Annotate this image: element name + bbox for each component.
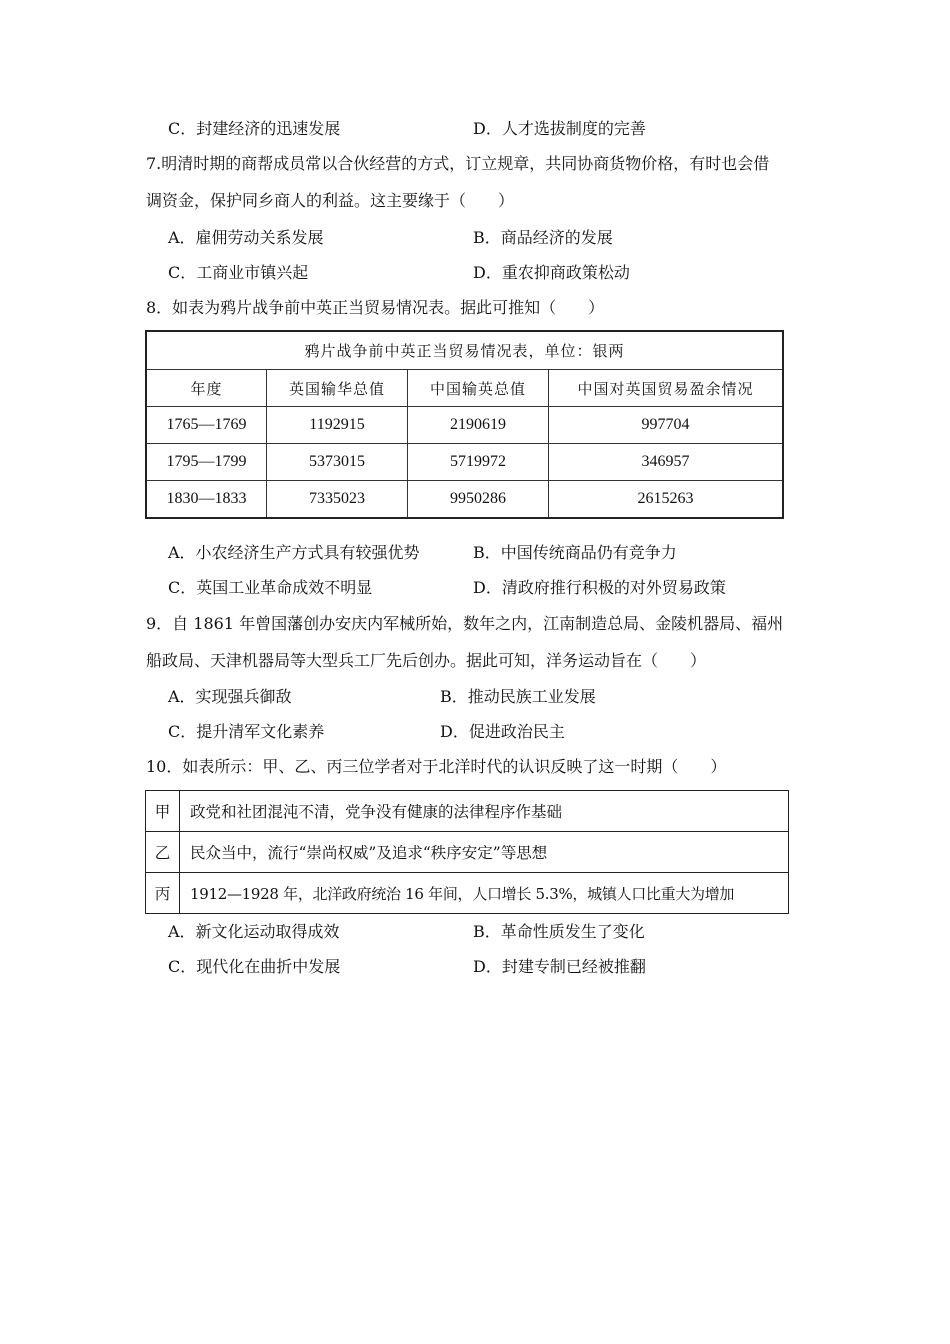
q9-option-b: B．推动民族工业发展 (440, 687, 596, 706)
scholar-key: 丙 (146, 873, 180, 914)
table-cell: 7335023 (267, 481, 408, 519)
scholar-view: 1912—1928 年，北洋政府统治 16 年间，人口增长 5.3%，城镇人口比重大为增加 (180, 873, 789, 914)
q9-option-c: C．提升清军文化素养 (168, 722, 325, 741)
table-row (146, 832, 789, 873)
scholar-key: 乙 (146, 832, 180, 873)
q7-option-b: B．商品经济的发展 (473, 228, 613, 247)
table-cell: 5373015 (267, 444, 408, 481)
table-cell: 1192915 (267, 407, 408, 444)
table-cell: 997704 (549, 407, 784, 444)
q10-option-a: A．新文化运动取得成效 (168, 922, 340, 941)
table-cell: 2190619 (408, 407, 549, 444)
trade-table-header: 英国输华总值 (267, 370, 408, 407)
q9-stem-line2: 船政局、天津机器局等大型兵工厂先后创办。据此可知，洋务运动旨在（ ） (146, 651, 707, 670)
q10-option-b: B．革命性质发生了变化 (473, 922, 645, 941)
trade-table-header: 年度 (146, 370, 267, 407)
trade-table-caption: 鸦片战争前中英正当贸易情况表，单位：银两 (146, 331, 783, 370)
trade-table-header: 中国输英总值 (408, 370, 549, 407)
table-row (146, 873, 789, 914)
q6-option-d: D．人才选拔制度的完善 (473, 119, 646, 138)
q8-option-b: B．中国传统商品仍有竞争力 (473, 543, 677, 562)
q10-stem: 10．如表所示：甲、乙、丙三位学者对于北洋时代的认识反映了这一时期（ ） (146, 757, 727, 776)
trade-table-header: 中国对英国贸易盈余情况 (549, 370, 784, 407)
q7-stem-line2: 调资金，保护同乡商人的利益。这主要缘于（ ） (146, 191, 515, 210)
table-row (146, 444, 783, 481)
trade-table (145, 330, 784, 519)
table-cell: 9950286 (408, 481, 549, 519)
table-cell: 2615263 (549, 481, 784, 519)
table-cell: 5719972 (408, 444, 549, 481)
q6-option-c: C．封建经济的迅速发展 (168, 119, 341, 138)
q7-option-d: D．重农抑商政策松动 (473, 263, 630, 282)
table-row (146, 407, 783, 444)
q7-option-a: A．雇佣劳动关系发展 (168, 228, 324, 247)
q8-option-d: D．清政府推行积极的对外贸易政策 (473, 578, 726, 597)
table-cell: 346957 (549, 444, 784, 481)
table-cell: 1795—1799 (146, 444, 267, 481)
q8-stem: 8．如表为鸦片战争前中英正当贸易情况表。据此可推知（ ） (146, 298, 605, 317)
q7-option-c: C．工商业市镇兴起 (168, 263, 309, 282)
q7-stem-line1: 7.明清时期的商帮成员常以合伙经营的方式，订立规章，共同协商货物价格，有时也会借 (146, 154, 770, 173)
table-cell: 1830—1833 (146, 481, 267, 519)
q9-option-a: A．实现强兵御敌 (168, 687, 292, 706)
q9-stem-line1: 9．自 1861 年曾国藩创办安庆内军械所始，数年之内，江南制造总局、金陵机器局、福州 (146, 614, 784, 633)
q8-option-a: A．小农经济生产方式具有较强优势 (168, 543, 420, 562)
q10-option-d: D．封建专制已经被推翻 (473, 957, 646, 976)
table-row (146, 791, 789, 832)
scholar-views-table (145, 790, 789, 914)
q9-option-d: D．促进政治民主 (440, 722, 565, 741)
q10-option-c: C．现代化在曲折中发展 (168, 957, 341, 976)
table-row (146, 481, 783, 519)
q8-option-c: C．英国工业革命成效不明显 (168, 578, 373, 597)
scholar-key: 甲 (146, 791, 180, 832)
table-cell: 1765—1769 (146, 407, 267, 444)
scholar-view: 民众当中，流行“崇尚权威”及追求“秩序安定”等思想 (180, 832, 789, 873)
scholar-view: 政党和社团混沌不清，党争没有健康的法律程序作基础 (180, 791, 789, 832)
